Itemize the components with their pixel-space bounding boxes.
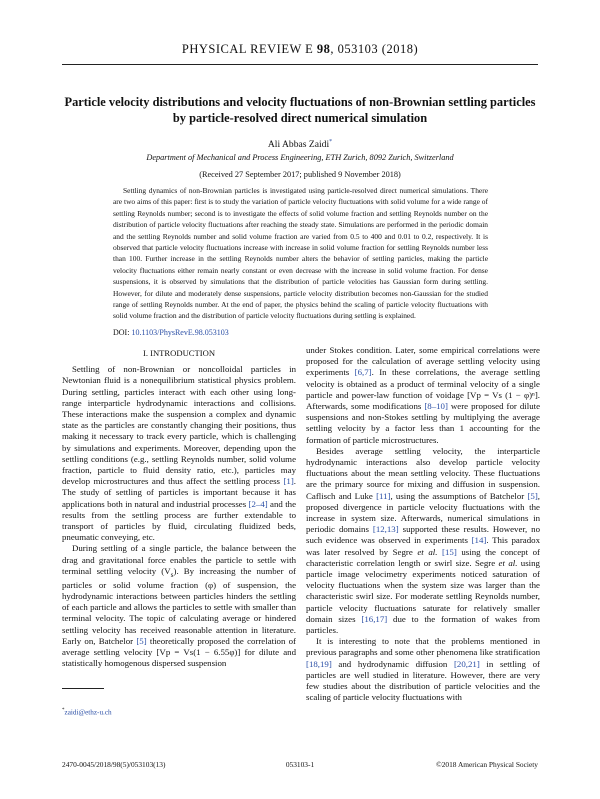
paragraph-text: and the results from the settling process are further extendable to transport of particles by fluid, circulating fluidized beds, pneumatic conveying, etc. [62, 498, 296, 543]
paragraph-text: , using the assumptions of Batchelor [390, 490, 525, 501]
citation-link[interactable]: [1] [283, 476, 294, 487]
author-footnote-mark[interactable]: * [329, 139, 333, 145]
formula: p = Vs(1 − 6.55φ)] [165, 647, 241, 658]
footnote-mark: * [62, 708, 65, 713]
paragraph-text: . The study of settling of particles is important because it has applications both in natural and industrial processes [62, 476, 296, 509]
left-column [62, 345, 296, 669]
paragraph-text: for dilute and statistically homogenous dispersed suspension [62, 647, 297, 669]
paragraph-text: It is interesting to note that the problems mentioned in previous paragraphs and some other phenomena like stratification [306, 636, 540, 658]
paragraph [62, 543, 296, 669]
received-date: (Received 27 September 2017; published 9 November 2018) [199, 170, 401, 179]
paragraph-text: under Stokes condition. Later, some empirical correlations were proposed for the calculation of average settling velocity using experiments [306, 345, 540, 378]
paragraph-text: Settling of non-Brownian or noncolloidal particles in Newtonian fluid is a nonequilibrium statistical physics problem. During settling, particles interact with each other using long-range interparticle hydrodynamic interactions and collisions. These interactions make the suspension a complex and dynamic state as the particles are constantly changing their positions, thus making it necessary to track every particle, which is challenging by simulations and experiments. Moreover, depending upon the settling conditions (e.g., settling Reynolds number, solid volume fraction, particle to fluid density ratio, etc.), particles may develop microstructures and thus affect the settling process [62, 364, 296, 487]
paragraph-text: due to the formation of wakes from particles. [306, 613, 541, 636]
paragraph-text: in settling of particles are well studied in literature. However, there are very few studies about the distribution of particle velocities and the scaling of particle velocity fluctuations with [306, 658, 540, 703]
section-heading: I. INTRODUCTION [142, 348, 216, 358]
footer-issn: 2470-0045/2018/98(5)/053103(13) [62, 760, 166, 769]
paragraph-text: and hydrodynamic diffusion [331, 658, 448, 669]
citation-link[interactable]: [20,21] [453, 658, 480, 669]
paragraph-text: During settling of a single particle, the balance between the drag and gravitational force enables the particle to settle with terminal settling velocity (V [62, 543, 296, 576]
paragraph-text: . In these correlations, the average settling velocity is obtained as a product of terminal velocity of a single particle and power-law function of voidage [V [306, 367, 540, 400]
doi-link[interactable]: 10.1103/PhysRevE.98.053103 [131, 328, 229, 337]
citation-link[interactable]: [8–10] [424, 401, 448, 412]
subscript: s [170, 569, 174, 579]
citation-link[interactable]: [14] [471, 535, 487, 546]
italic-text: et al. [412, 546, 438, 557]
citation-link[interactable]: [5] [136, 635, 147, 646]
footnote-rule [62, 688, 104, 689]
paragraph-text: using particle image velocimetry experiments noticed saturation of velocity fluctuations when the system size was larger than the characteristic swirl size. For moderate settling Reynolds number, particle velocity fluctuations saturate for relatively smaller domain sizes [306, 557, 540, 624]
journal-header [0, 42, 600, 57]
author-email-link[interactable]: zaidi@ethz-u.ch [64, 708, 112, 717]
article-number: , 053103 (2018) [330, 42, 419, 56]
doi-line [113, 328, 229, 337]
paragraph [306, 636, 540, 703]
footer-page-number: 053103-1 [285, 760, 315, 769]
formula: p = Vs (1 − φ)ⁿ] [476, 389, 538, 400]
citation-link[interactable]: [15] [437, 546, 457, 557]
paragraph [62, 364, 296, 543]
paragraph-text: ). By increasing the number of particles or solid volume fraction (φ) of suspension, the hydrodynamic interactions between particles hinders the settling of each particle and allows the particles to settle with smaller than terminal velocity. The topic of calculating average or hindered settling velocity has received reasonable attention in literature. Early on, Batchelor [62, 565, 296, 646]
author-line [0, 139, 600, 150]
journal-name: PHYSICAL REVIEW E [181, 42, 314, 56]
citation-link[interactable]: [2–4] [248, 498, 268, 509]
journal-volume: 98 [316, 42, 331, 56]
citation-link[interactable]: [5] [527, 490, 538, 501]
paragraph [306, 345, 540, 446]
paragraph-text: using the concept of characteristic correlation length or swirl size. Segre [306, 546, 540, 568]
italic-text: et al. [495, 557, 518, 568]
header-rule [62, 64, 538, 65]
doi-label: DOI: [113, 328, 130, 337]
paragraph-text: theoretically proposed the correlation of average settling velocity [V [62, 635, 296, 658]
paragraph-text: . Afterwards, some modifications [306, 389, 540, 412]
citation-link[interactable]: [6,7] [354, 367, 372, 378]
paragraph [306, 446, 540, 636]
citation-link[interactable]: [18,19] [306, 658, 332, 669]
abstract: Settling dynamics of non-Brownian particles is investigated using particle-resolved direct numerical simulations. There are two aims of this paper: first is to study the variation of particle velocity fluctuations with solid volume for a wide range of settling Reynolds number; second is to investigate the effects of solid volume fraction and settling Reynolds number on the distribution of particle velocity fluctuations after reaching the steady state. Simulations are performed in the periodic domain and the settling Reynolds number and solid volume fraction are varied from 0.5 to 400 and 0.01 to 0.2, respectively. It is observed that particle velocity fluctuations increase with increase in solid volume fraction for settling Reynolds number less than 100. Further increase in the settling Reynolds number alters the behavior of settling particles, making the particle velocity fluctuations either remain nearly constant or even decrease with the increase in solid volume fraction. For dense suspensions, it is observed by simulations that the distribution of particle velocities has Gaussian form during settling. However, for dilute and moderately dense suspensions, particle velocity distribution becomes non-Gaussian for the studied range of settling Reynolds number. At the end of paper, the physics behind the scaling of particle velocity fluctuations with solid volume fraction and the distribution of particle velocity fluctuations during settling is explained. [113, 186, 488, 321]
paragraph-text: . This paradox was later resolved by Segre [306, 535, 540, 557]
right-column [306, 345, 540, 704]
citation-link[interactable]: [11] [376, 490, 391, 501]
paragraph-text: Besides average settling velocity, the interparticle hydrodynamic interactions also develop particle velocity fluctuations about the mean settling velocity. These fluctuations are the primary source for mixing and diffusion in suspension. Caflisch and Luke [306, 445, 540, 501]
paragraph-text: , proposed divergence in particle velocity fluctuations with the increase in system size. Afterwards, numerical simulations in periodic domains [306, 490, 540, 535]
paper-title: Particle velocity distributions and velocity fluctuations of non-Brownian settling particles by particle-resolved direct numerical simulation [64, 95, 536, 125]
footer-copyright: ©2018 American Physical Society [436, 760, 538, 769]
affiliation: Department of Mechanical and Process Engineering, ETH Zurich, 8092 Zurich, Switzerland [146, 153, 454, 162]
citation-link[interactable]: [16,17] [361, 613, 388, 624]
paragraph-text: were proposed for dilute suspensions and non-Stokes settling by multiplying the average settling velocity by a factor less than 1 accounting for the formation of particle microstructures. [306, 401, 540, 445]
author-name: Ali Abbas Zaidi [267, 139, 330, 151]
paragraph-text: supported these results. However, no such evidence was observed in experiments [306, 524, 540, 546]
citation-link[interactable]: [12,13] [372, 524, 399, 535]
footnote [62, 708, 112, 716]
